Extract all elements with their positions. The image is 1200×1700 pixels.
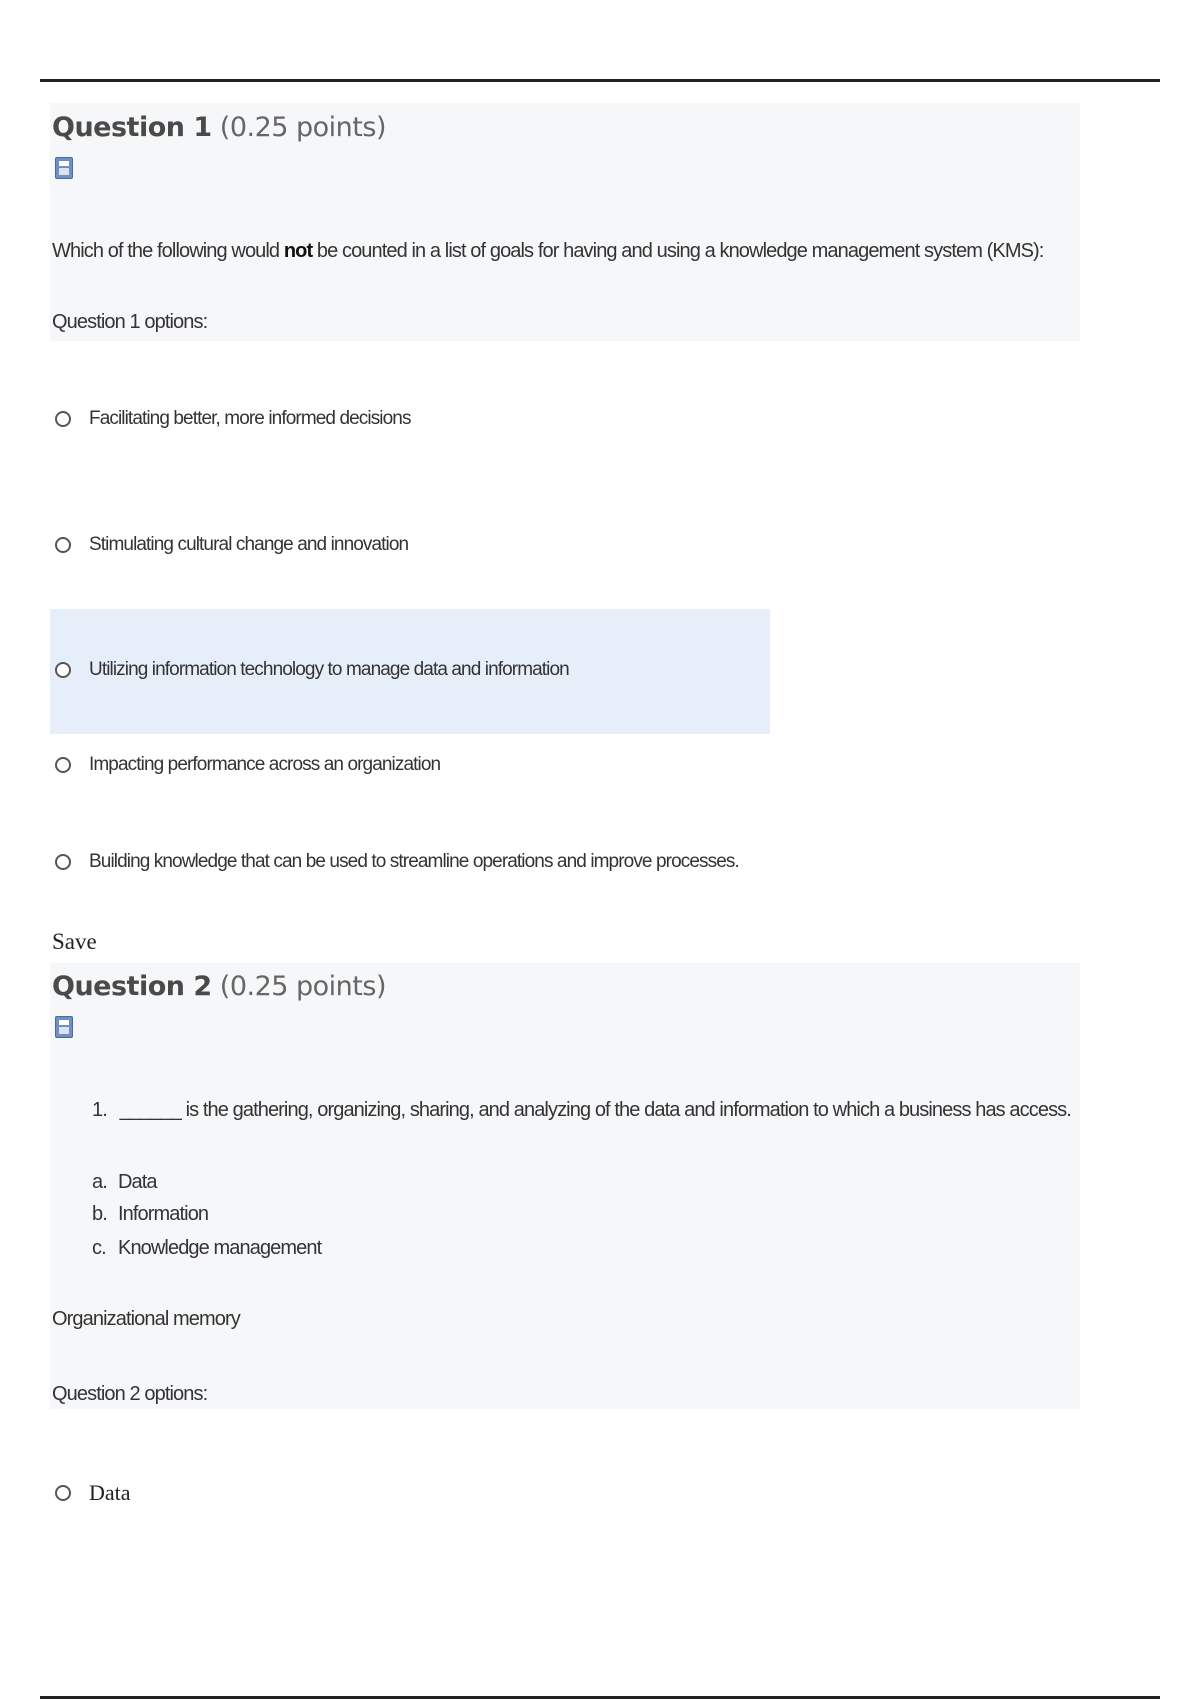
prompt-text-after: be counted in a list of goals for having and using a knowledge management system (KMS): — [312, 240, 1044, 262]
radio-button[interactable] — [55, 854, 71, 870]
radio-button[interactable] — [55, 1485, 71, 1501]
question-1-points: (0.25 points) — [219, 112, 386, 143]
question-1-number: Question 1 — [52, 112, 212, 143]
question-2-options-label: Question 2 options: — [52, 1383, 208, 1405]
question-2-choice-a — [92, 1171, 157, 1194]
option-label: Impacting performance across an organization — [89, 754, 441, 775]
radio-button[interactable] — [55, 411, 71, 427]
choice-text: Information — [118, 1203, 209, 1225]
question-2-panel — [50, 963, 1080, 1409]
question-2-extra-line: Organizational memory — [52, 1308, 240, 1330]
option-label: Utilizing information technology to manage data and information — [89, 659, 569, 680]
question-2-points: (0.25 points) — [219, 971, 386, 1002]
question-1-option-1[interactable] — [55, 404, 411, 434]
radio-button[interactable] — [55, 537, 71, 553]
question-1-prompt — [52, 240, 1043, 263]
question-2-header — [52, 971, 386, 1002]
item-number: 1. — [92, 1099, 107, 1121]
option-label: Building knowledge that can be used to streamline operations and improve processes. — [89, 851, 739, 872]
choice-marker: c. — [92, 1237, 106, 1259]
item-blank: ______ — [119, 1099, 181, 1121]
choice-marker: b. — [92, 1203, 107, 1225]
question-2-number: Question 2 — [52, 971, 212, 1002]
question-1-header — [52, 112, 386, 143]
save-button[interactable]: Save — [52, 929, 97, 954]
option-label: Stimulating cultural change and innovation — [89, 534, 409, 555]
radio-button[interactable] — [55, 757, 71, 773]
question-2-item — [92, 1099, 1071, 1122]
choice-text: Data — [118, 1171, 157, 1193]
prompt-text-before: Which of the following would — [52, 240, 284, 262]
option-label: Data — [89, 1480, 131, 1505]
floppy-disk-icon[interactable] — [55, 157, 73, 179]
radio-button[interactable] — [55, 662, 71, 678]
question-2-option-1[interactable] — [55, 1478, 131, 1508]
question-2-choice-c — [92, 1237, 321, 1260]
item-text: is the gathering, organizing, sharing, and analyzing of the data and information to which a business has access. — [180, 1099, 1071, 1121]
prompt-text-bold: not — [283, 240, 313, 262]
question-1-option-3[interactable] — [55, 655, 569, 685]
choice-text: Knowledge management — [118, 1237, 322, 1259]
bottom-divider — [40, 1696, 1160, 1699]
question-1-option-2[interactable] — [55, 530, 408, 560]
question-1-option-4[interactable] — [55, 750, 440, 780]
choice-marker: a. — [92, 1171, 107, 1193]
question-1-option-5[interactable] — [55, 847, 739, 877]
top-divider — [40, 79, 1160, 82]
option-label: Facilitating better, more informed decisions — [89, 408, 411, 429]
question-2-choice-b — [92, 1203, 208, 1226]
floppy-disk-icon[interactable] — [55, 1016, 73, 1038]
question-1-options-label: Question 1 options: — [52, 311, 208, 333]
